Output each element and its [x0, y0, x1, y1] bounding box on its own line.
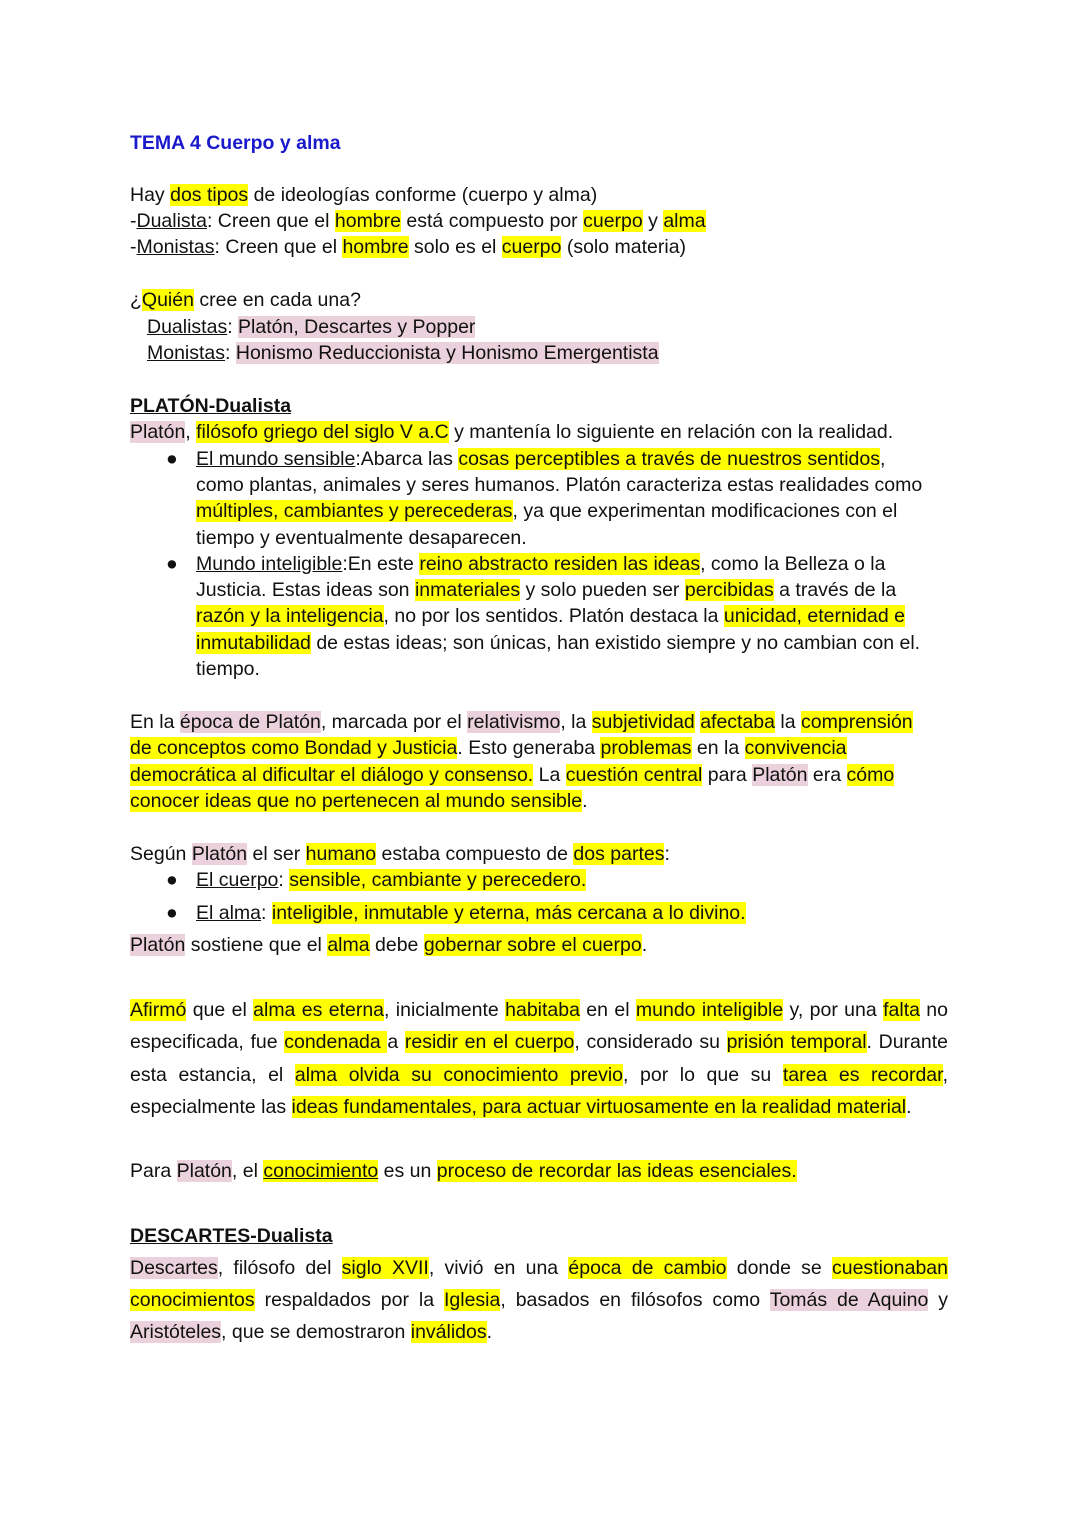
platon-intro: Platón, filósofo griego del siglo V a.C y mantenía lo siguiente en relación con la realidad.	[130, 421, 894, 443]
segun-line: Según Platón el ser humano estaba compuesto de dos partes:	[130, 843, 670, 865]
epoca-line-4: conocer ideas que no pertenecen al mundo sensible.	[130, 790, 588, 812]
monistas-line: Monistas: Honismo Reduccionista y Honismo Emergentista	[147, 342, 659, 364]
page-title: TEMA 4 Cuerpo y alma	[130, 132, 341, 154]
descartes-line-2: conocimientos respaldados por la Iglesia, basados en filósofos como Tomás de Aquino y	[130, 1289, 948, 1311]
afirmo-line-2: especificada, fue condenada a residir en el cuerpo, considerado su prisión temporal. Durante	[130, 1031, 948, 1053]
intro-line-1: Hay dos tipos de ideologías conforme (cuerpo y alma)	[130, 184, 598, 206]
bullet-icon: ●	[166, 869, 178, 891]
section-heading-platon: PLATÓN-Dualista	[130, 395, 292, 417]
mundo-sensible-line-2: como plantas, animales y seres humanos. Platón caracteriza estas realidades como	[196, 474, 923, 496]
mundo-inteligible-line-2: Justicia. Estas ideas son inmateriales y solo pueden ser percibidas a través de la	[196, 579, 897, 601]
bullet-icon: ●	[166, 902, 178, 924]
afirmo-line-3: esta estancia, el alma olvida su conocimiento previo, por lo que su tarea es recordar,	[130, 1064, 948, 1086]
epoca-line-1: En la época de Platón, marcada por el relativismo, la subjetividad afectaba la comprensión	[130, 711, 913, 733]
afirmo-line-4: especialmente las ideas fundamentales, para actuar virtuosamente en la realidad material.	[130, 1096, 912, 1118]
bullet-icon: ●	[166, 553, 178, 575]
intro-line-monistas: -Monistas: Creen que el hombre solo es el cuerpo (solo materia)	[130, 236, 687, 258]
dualistas-line: Dualistas: Platón, Descartes y Popper	[147, 316, 476, 338]
intro-line-dualista: -Dualista: Creen que el hombre está compuesto por cuerpo y alma	[130, 210, 706, 232]
section-heading-descartes: DESCARTES-Dualista	[130, 1225, 333, 1247]
mundo-sensible-line-1: El mundo sensible:Abarca las cosas perceptibles a través de nuestros sentidos,	[196, 448, 886, 470]
mundo-sensible-line-3: múltiples, cambiantes y perecederas, ya que experimentan modificaciones con el	[196, 500, 898, 522]
epoca-line-2: de conceptos como Bondad y Justicia. Esto generaba problemas en la convivencia	[130, 737, 847, 759]
descartes-line-3: Aristóteles, que se demostraron inválidos.	[130, 1321, 493, 1343]
el-cuerpo-line: El cuerpo: sensible, cambiante y perecedero.	[196, 869, 587, 891]
mundo-inteligible-line-4: inmutabilidad de estas ideas; son únicas, han existido siempre y no cambian con el.	[196, 632, 921, 654]
conocimiento-line: Para Platón, el conocimiento es un proceso de recordar las ideas esenciales.	[130, 1160, 797, 1182]
bullet-icon: ●	[166, 448, 178, 470]
mundo-inteligible-line-1: Mundo inteligible:En este reino abstracto residen las ideas, como la Belleza o la	[196, 553, 886, 575]
mundo-sensible-line-4: tiempo y eventualmente desaparecen.	[196, 527, 527, 549]
descartes-line-1: Descartes, filósofo del siglo XVII, vivió en una época de cambio donde se cuestionaban	[130, 1257, 948, 1279]
mundo-inteligible-line-3: razón y la inteligencia, no por los sentidos. Platón destaca la unicidad, eternidad e	[196, 605, 905, 627]
afirmo-line-1: Afirmó que el alma es eterna, inicialmente habitaba en el mundo inteligible y, por una falta no	[130, 999, 949, 1021]
mundo-inteligible-line-5: tiempo.	[196, 658, 260, 680]
el-alma-line: El alma: inteligible, inmutable y eterna, más cercana a lo divino.	[196, 902, 746, 924]
sostiene-line: Platón sostiene que el alma debe gobernar sobre el cuerpo.	[130, 934, 648, 956]
question-line: ¿Quién cree en cada una?	[130, 289, 361, 311]
epoca-line-3: democrática al dificultar el diálogo y consenso. La cuestión central para Platón era cómo	[130, 764, 895, 786]
